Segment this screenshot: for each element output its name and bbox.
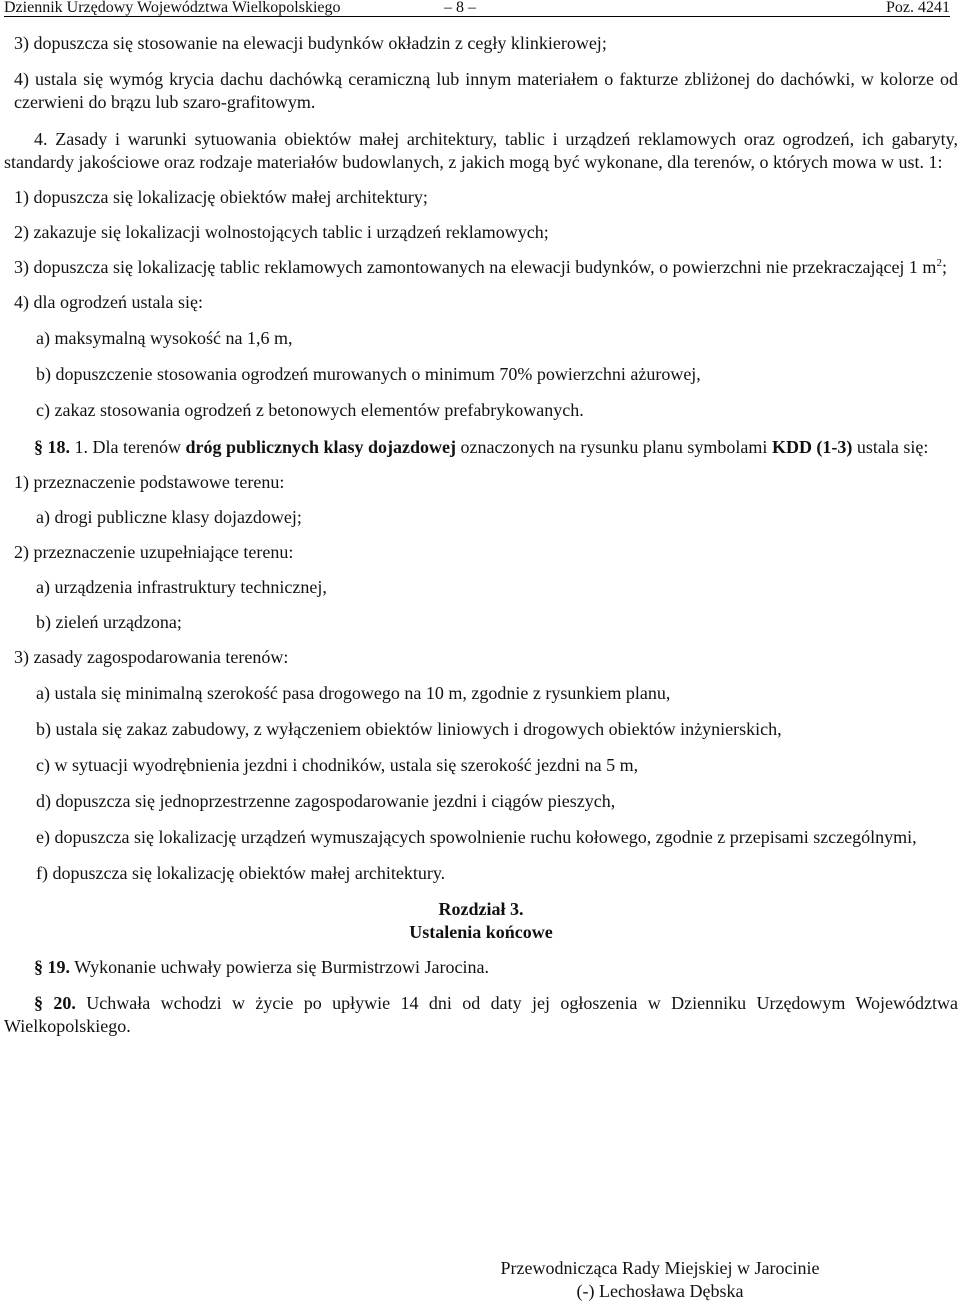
bold-text: dróg publicznych klasy dojazdowej (185, 437, 456, 457)
list-item: 2) zakazuje się lokalizacji wolnostojących tablic i urządzeń reklamowych; (14, 222, 549, 242)
paragraph-4: 4. Zasady i warunki sytuowania obiektów małej architektury, tablic i urządzeń reklamowych oraz ogrodzeń, ich gabaryty, standardy jakościowe oraz rodzaje materiałów budowlanych, z jakich mogą być wykonane, dla terenów, o których mowa w ust. 1: (4, 129, 958, 172)
list-item: 3) zasady zagospodarowania terenów: (14, 647, 289, 667)
item3-text: 3) dopuszcza się lokalizację tablic reklamowych zamontowanych na elewacji budynków, o powierzchni nie przekraczającej 1 m (14, 257, 937, 277)
sub-item: c) w sytuacji wyodrębnienia jezdni i chodników, ustala się szerokość jezdni na 5 m, (36, 755, 639, 775)
sub-item: c) zakaz stosowania ogrodzeń z betonowych elementów prefabrykowanych. (36, 400, 584, 420)
list-item: 2) przeznaczenie uzupełniające terenu: (14, 542, 294, 562)
text: Uchwała wchodzi w życie po upływie 14 dni od daty jej ogłoszenia w Dzienniku Urzędowym Województwa Wielkopolskiego. (4, 993, 959, 1036)
section-number: § 18. (34, 437, 70, 457)
sub-item: e) dopuszcza się lokalizację urządzeń wymuszających spowolnienie ruchu kołowego, zgodnie z przepisami szczególnymi, (36, 827, 917, 847)
sub-item: a) maksymalną wysokość na 1,6 m, (36, 328, 293, 348)
text: oznaczonych na rysunku planu symbolami (460, 437, 768, 457)
list-item (4, 256, 958, 279)
page-number: – 8 – (444, 0, 476, 16)
section-20 (4, 992, 958, 1038)
signature-block (472, 1257, 848, 1303)
list-item: 4) ustala się wymóg krycia dachu dachówką ceramiczną lub innym materiałem o fakturze zbliżonej do dachówki, w kolorze od czerwieni do brązu lub szaro-grafitowym. (14, 69, 958, 112)
chapter-subtitle: Ustalenia końcowe (409, 922, 553, 942)
signature-name: (-) Lechosława Dębska (576, 1281, 744, 1301)
signature-title: Przewodnicząca Rady Miejskiej w Jarocinie (500, 1258, 820, 1278)
sub-item: a) urządzenia infrastruktury technicznej, (36, 577, 327, 597)
sub-item: a) drogi publiczne klasy dojazdowej; (36, 507, 302, 527)
list-item: 3) dopuszcza się stosowanie na elewacji budynków okładzin z cegły klinkierowej; (14, 33, 607, 53)
list-item: 4) dla ogrodzeń ustala się: (14, 292, 203, 312)
chapter-title: Rozdział 3. (438, 899, 524, 919)
section-number: § 20. (34, 993, 76, 1013)
clause-number: 1. (74, 437, 88, 457)
page-header (4, 0, 950, 17)
section-number: § 19. (34, 957, 70, 977)
sub-item: b) ustala się zakaz zabudowy, z wyłączeniem obiektów liniowych i drogowych obiektów inżynierskich, (36, 719, 782, 739)
sub-item: d) dopuszcza się jednoprzestrzenne zagospodarowanie jezdni i ciągów pieszych, (36, 791, 616, 811)
sub-item: b) zieleń urządzona; (36, 612, 182, 632)
sub-item: f) dopuszcza się lokalizację obiektów małej architektury. (36, 863, 446, 883)
item3-end: ; (941, 257, 947, 277)
text: Wykonanie uchwały powierza się Burmistrzowi Jarocina. (74, 957, 489, 977)
section-18 (4, 436, 958, 459)
list-item: 1) przeznaczenie podstawowe terenu: (14, 472, 285, 492)
position-number: Poz. 4241 (886, 0, 950, 16)
bold-text: KDD (1-3) (771, 437, 853, 457)
journal-title: Dziennik Urzędowy Województwa Wielkopolskiego (4, 0, 341, 16)
document-body (4, 32, 958, 1038)
sub-item: a) ustala się minimalną szerokość pasa drogowego na 10 m, zgodnie z rysunkiem planu, (36, 683, 671, 703)
sub-item: b) dopuszczenie stosowania ogrodzeń murowanych o minimum 70% powierzchni ażurowej, (36, 364, 701, 384)
text: Dla terenów (92, 437, 181, 457)
superscript: 2 (936, 257, 942, 269)
list-item: 1) dopuszcza się lokalizację obiektów małej architektury; (14, 187, 428, 207)
text: ustala się: (856, 437, 929, 457)
section-19 (4, 956, 958, 979)
